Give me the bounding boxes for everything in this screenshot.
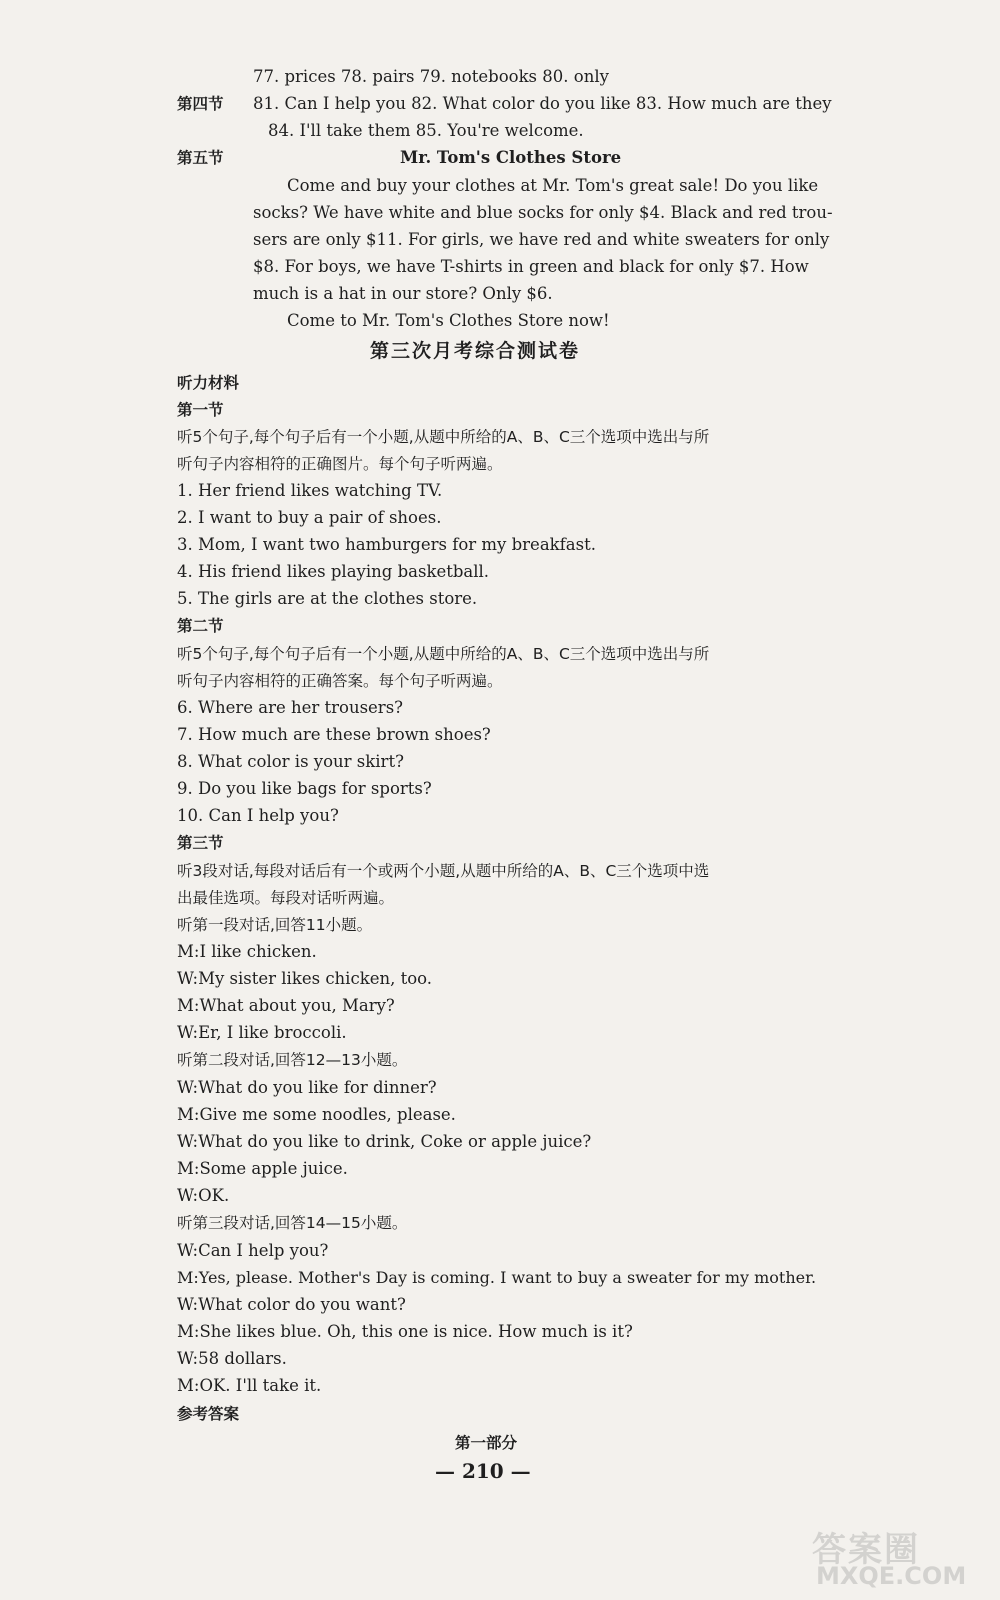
listening-item: 1. Her friend likes watching TV.	[177, 481, 443, 500]
part-3-instruction: 出最佳选项。每段对话听两遍。	[177, 889, 395, 907]
part-one-heading: 第一部分	[455, 1434, 518, 1452]
dialog-line: W:What do you like to drink, Coke or apple juice?	[177, 1132, 592, 1151]
watermark-text: 答案圈	[812, 1530, 920, 1570]
listening-item: 10. Can I help you?	[177, 806, 339, 825]
part-3-instruction: 听3段对话,每段对话后有一个或两个小题,从题中所给的A、B、C三个选项中选	[177, 862, 710, 880]
essay-line: sers are only $11. For girls, we have red and white sweaters for only	[253, 230, 830, 249]
listening-item: 8. What color is your skirt?	[177, 752, 404, 771]
essay-line: $8. For boys, we have T-shirts in green and black for only $7. How	[253, 257, 809, 276]
essay-title: Mr. Tom's Clothes Store	[400, 148, 622, 167]
dialog-line: M:What about you, Mary?	[177, 996, 395, 1015]
dialog-line: M:Yes, please. Mother's Day is coming. I want to buy a sweater for my mother.	[177, 1268, 817, 1287]
section-5-label: 第五节	[177, 149, 224, 167]
listening-item: 9. Do you like bags for sports?	[177, 779, 432, 798]
answers-heading: 参考答案	[177, 1405, 240, 1423]
dialog-1-intro: 听第一段对话,回答11小题。	[177, 916, 373, 934]
part-2-instruction: 听句子内容相符的正确答案。每个句子听两遍。	[177, 672, 503, 690]
dialog-3-intro: 听第三段对话,回答14—15小题。	[177, 1214, 408, 1232]
essay-line: much is a hat in our store? Only $6.	[253, 284, 553, 303]
answers-row-77-80: 77. prices 78. pairs 79. notebooks 80. only	[253, 67, 609, 86]
part-1-instruction: 听句子内容相符的正确图片。每个句子听两遍。	[177, 455, 503, 473]
part-2-instruction: 听5个句子,每个句子后有一个小题,从题中所给的A、B、C三个选项中选出与所	[177, 645, 710, 663]
dialog-line: M:She likes blue. Oh, this one is nice. How much is it?	[177, 1322, 633, 1341]
essay-line: socks? We have white and blue socks for only $4. Black and red trou-	[253, 203, 833, 222]
essay-line: Come and buy your clothes at Mr. Tom's great sale! Do you like	[287, 176, 819, 195]
listening-item: 3. Mom, I want two hamburgers for my breakfast.	[177, 535, 596, 554]
dialog-line: M:Some apple juice.	[177, 1159, 348, 1178]
answers-row-84-85: 84. I'll take them 85. You're welcome.	[268, 121, 584, 140]
page-number: — 210 —	[435, 1459, 531, 1483]
listening-item: 6. Where are her trousers?	[177, 698, 404, 717]
dialog-line: M:OK. I'll take it.	[177, 1376, 322, 1395]
answers-row-81-83: 81. Can I help you 82. What color do you like 83. How much are they	[253, 94, 832, 113]
dialog-line: W:58 dollars.	[177, 1349, 287, 1368]
part-2-label: 第二节	[177, 617, 224, 635]
listening-item: 5. The girls are at the clothes store.	[177, 589, 478, 608]
dialog-2-intro: 听第二段对话,回答12—13小题。	[177, 1051, 408, 1069]
dialog-line: M:Give me some noodles, please.	[177, 1105, 456, 1124]
essay-line: Come to Mr. Tom's Clothes Store now!	[287, 311, 610, 330]
listening-item: 2. I want to buy a pair of shoes.	[177, 508, 442, 527]
dialog-line: W:My sister likes chicken, too.	[177, 969, 433, 988]
dialog-line: W:What do you like for dinner?	[177, 1078, 437, 1097]
listening-item: 4. His friend likes playing basketball.	[177, 562, 490, 581]
dialog-line: W:What color do you want?	[177, 1295, 406, 1314]
exam-title: 第三次月考综合测试卷	[370, 340, 581, 362]
watermark-url: MXQE.COM	[816, 1562, 967, 1590]
section-4-label: 第四节	[177, 95, 224, 113]
dialog-line: W:Can I help you?	[177, 1241, 329, 1260]
watermark-logo	[812, 1522, 982, 1592]
listening-item: 7. How much are these brown shoes?	[177, 725, 491, 744]
listening-heading: 听力材料	[177, 374, 240, 392]
part-3-label: 第三节	[177, 834, 224, 852]
dialog-line: M:I like chicken.	[177, 942, 317, 961]
dialog-line: W:OK.	[177, 1186, 230, 1205]
part-1-instruction: 听5个句子,每个句子后有一个小题,从题中所给的A、B、C三个选项中选出与所	[177, 428, 710, 446]
part-1-label: 第一节	[177, 401, 224, 419]
dialog-line: W:Er, I like broccoli.	[177, 1023, 347, 1042]
